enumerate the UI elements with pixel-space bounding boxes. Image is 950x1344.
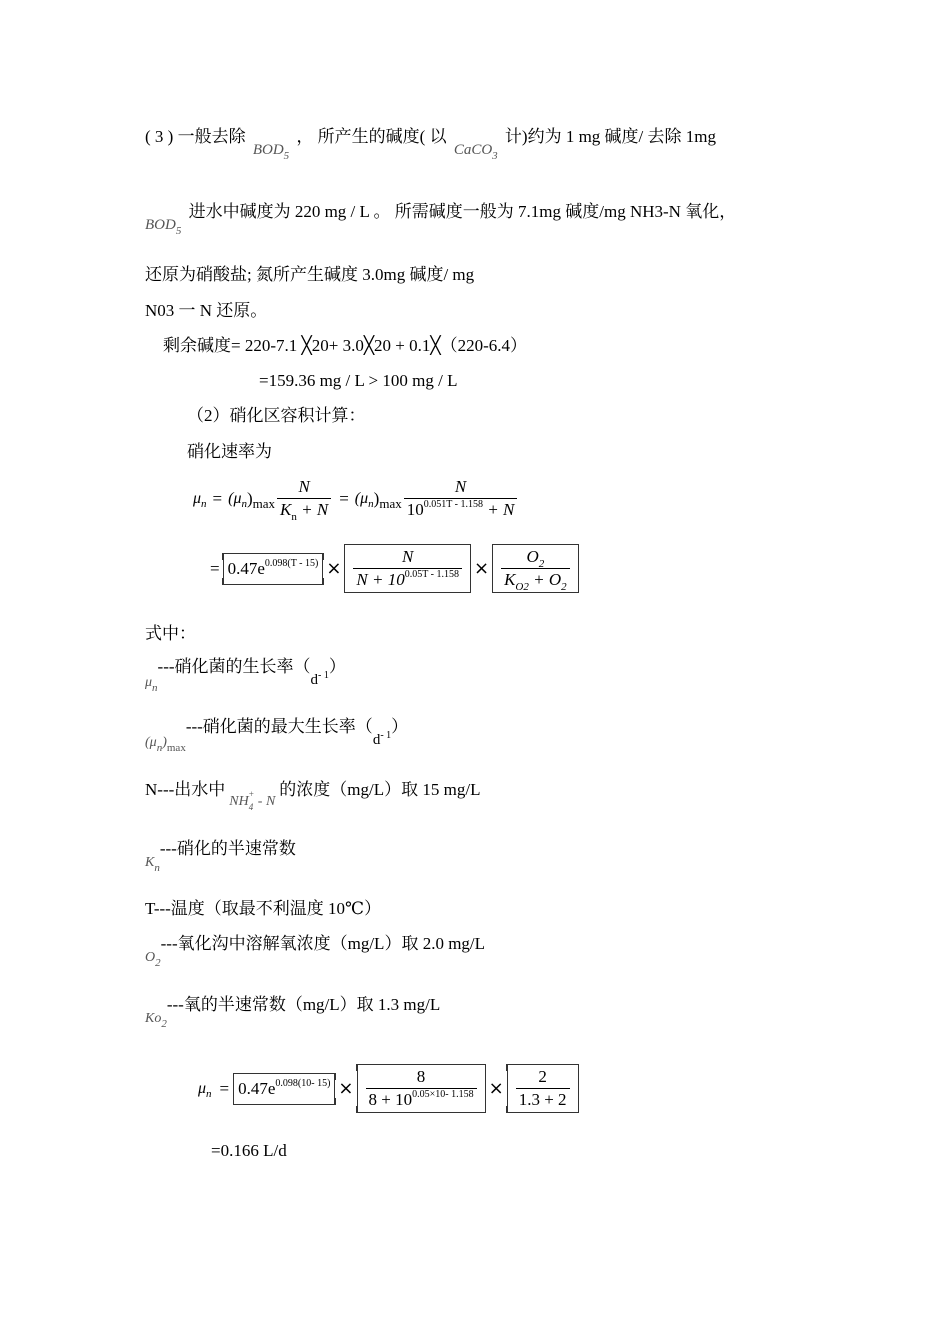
text-segment: ---硝化菌的最大生长率（ — [185, 717, 373, 736]
unit-per-day: $d^{- 1}$ — [310, 670, 329, 688]
numerator: 2 — [516, 1066, 570, 1089]
definition-t: T---温度（取最不利温度 10℃） — [145, 899, 382, 918]
bracket-nitrogen — [344, 544, 471, 593]
paren: ) — [246, 488, 253, 508]
text-segment: ） — [391, 717, 409, 736]
mu-symbol: μ — [193, 489, 202, 507]
numerator: N — [353, 546, 462, 569]
times-sign: × — [473, 558, 490, 579]
where-label: 式中： — [145, 624, 196, 643]
paragraph-line-3: 还原为硝酸盐; 氮所产生碱度 3.0mg 碱度/ mg — [145, 265, 475, 284]
numerator: $O_2$ — [501, 546, 570, 569]
text-segment: N---出水中 — [145, 780, 226, 799]
denominator: $K_n + N$ — [280, 500, 329, 523]
mu-max-symbol: (μn)max — [145, 735, 186, 754]
definition-o2 — [145, 934, 486, 969]
paren-mu: (μ — [228, 489, 242, 507]
formula-nitrification-rate-numeric — [198, 1064, 579, 1113]
subscript: n — [241, 497, 247, 510]
subscript: n — [201, 497, 207, 510]
nh4-n-symbol: NH4+ - N — [229, 789, 276, 812]
formula-nitrification-rate — [193, 476, 519, 521]
remaining-alkalinity-line: 剩余碱度= 220-7.1 ╳20+ 3.0╳20 + 0.1╳（220-6.4） — [163, 336, 528, 355]
bod5-symbol: $BOD_5$ — [145, 217, 182, 237]
fraction-oxygen — [501, 546, 570, 591]
fraction-oxygen — [516, 1066, 570, 1111]
text-segment: ---硝化的半速常数 — [159, 839, 296, 858]
text-segment: 计)约为 1 mg 碱度/ 去除 1mg — [504, 127, 717, 146]
kn-symbol: Kn — [145, 855, 160, 874]
equals-sign: = — [212, 488, 223, 508]
denominator: $10^{0.051T - 1.158} + N$ — [406, 499, 515, 519]
bracket-oxygen — [507, 1064, 579, 1113]
o2-symbol: O2 — [145, 950, 161, 969]
max-subscript: max — [379, 495, 402, 511]
bod5-symbol: $BOD_5$ — [252, 142, 290, 162]
text-segment: ---硝化菌的生长率（ — [157, 657, 311, 676]
denominator: $K_{O2} + O_2$ — [504, 570, 567, 593]
ko2-symbol: Ko2 — [145, 1011, 167, 1030]
times-sign: × — [326, 558, 342, 579]
bracket-temperature: $0.47e^{0.098(T - 15)}$ — [223, 553, 324, 585]
text-segment: ， 所产生的碱度( 以 — [296, 127, 447, 146]
numerator: N — [404, 476, 518, 499]
text-segment: ---氧的半速常数（mg/L）取 1.3 mg/L — [166, 995, 441, 1014]
bracket-nitrogen — [357, 1064, 486, 1113]
subscript: n — [368, 497, 374, 510]
section-heading: （2）硝化区容积计算： — [187, 406, 366, 425]
paragraph-line-2 — [145, 202, 737, 237]
equals-sign: = — [339, 488, 349, 508]
text-segment: 进水中碱度为 220 mg / L 。 所需碱度一般为 7.1mg 碱度/mg NH3-N 氧化， — [188, 202, 737, 221]
text-segment: ( 3 ) 一般去除 — [145, 127, 246, 146]
fraction-exponential — [404, 476, 518, 521]
bracket-temperature: $0.47e^{0.098(10- 15)}$ — [233, 1073, 335, 1105]
times-sign: × — [338, 1078, 354, 1099]
fraction-monod — [277, 476, 331, 521]
times-sign: × — [488, 1078, 504, 1099]
definition-n — [145, 780, 481, 812]
final-result: =0.166 L/d — [211, 1141, 287, 1160]
equals-sign: = — [210, 558, 220, 578]
denominator: $N + 10^{0.05T - 1.158}$ — [356, 569, 459, 589]
mu-n-symbol: μn — [145, 675, 158, 694]
remaining-alkalinity-result: =159.36 mg / L > 100 mg / L — [259, 371, 458, 390]
unit-per-day: $d^{- 1}$ — [372, 730, 392, 748]
numerator: N — [277, 476, 331, 499]
bracket-oxygen — [492, 544, 579, 593]
paragraph-line-4: N03 一 N 还原。 — [145, 301, 268, 320]
caco3-symbol: CaCO$_3$ — [453, 142, 498, 162]
mu-symbol: μ — [198, 1079, 207, 1097]
denominator: 1.3 + 2 — [518, 1090, 567, 1109]
max-subscript: max — [252, 495, 276, 511]
text-segment: ） — [328, 657, 346, 676]
numerator: 8 — [366, 1066, 477, 1089]
paragraph-line-1 — [145, 127, 717, 162]
formula-nitrification-rate-expanded — [210, 544, 579, 593]
definition-ko2 — [145, 995, 441, 1030]
definition-kn — [145, 839, 296, 874]
paren: ) — [373, 488, 380, 508]
paren-mu: (μ — [354, 489, 369, 507]
subscript: n — [206, 1087, 212, 1100]
text-segment: ---氧化沟中溶解氧浓度（mg/L）取 2.0 mg/L — [160, 934, 486, 953]
fraction-nitrogen — [366, 1066, 477, 1111]
fraction-nitrogen — [353, 546, 462, 591]
nitrification-rate-label: 硝化速率为 — [187, 442, 272, 461]
denominator: $8 + 10^{0.05\times 10- 1.158}$ — [368, 1089, 474, 1109]
text-segment: 的浓度（mg/L）取 15 mg/L — [279, 780, 481, 799]
equals-sign: = — [219, 1078, 230, 1098]
